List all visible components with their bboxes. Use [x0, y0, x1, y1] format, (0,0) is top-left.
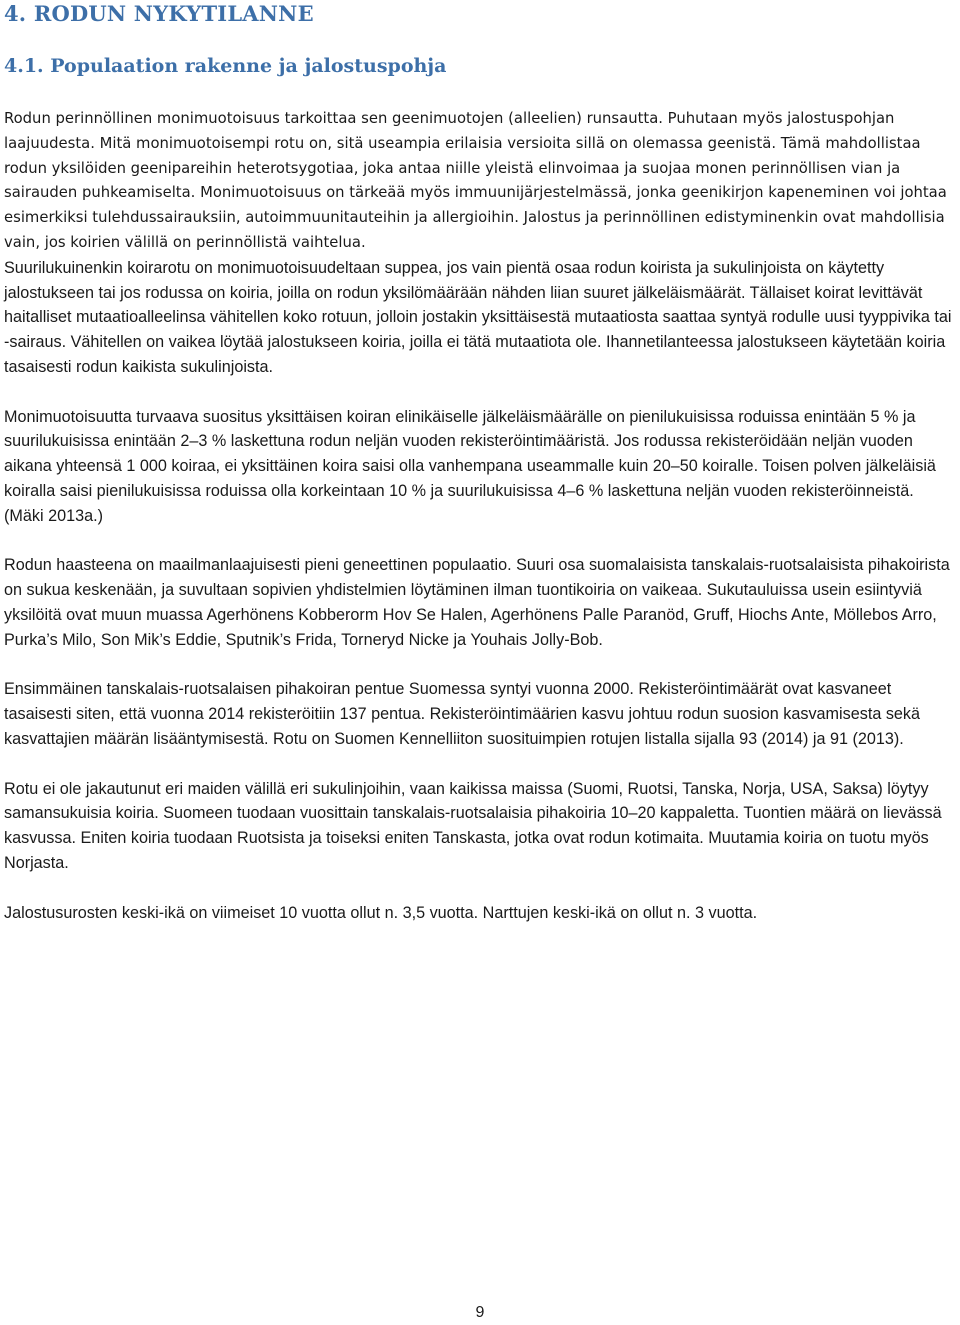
paragraph-breeding-age: Jalostusurosten keski-ikä on viimeiset 10 vuotta ollut n. 3,5 vuotta. Narttujen keski-ikä on ollut n. 3 vuotta. [4, 903, 758, 922]
paragraph-imports: Rotu ei ole jakautunut eri maiden välillä eri sukulinjoihin, vaan kaikissa maissa (Suomi, Ruotsi, Tanska, Norja, USA, Saksa) löytyy samansukuisia koiria. Suomeen tuodaan vuosittain tanskalais-ruotsalaisia pihakoiria 10–20 kappaletta. Tuontien määrä on lievässä kasvussa. Eniten koiria tuodaan Ruotsista ja toiseksi eniten Tanskasta, jotka ovat rodun kotimaita. Muutamia koiria on tuotu myös Norjasta. [4, 779, 942, 872]
section-heading: 4. RODUN NYKYTILANNE [4, 1, 314, 26]
paragraph-genetic-diversity: Rodun perinnöllinen monimuotoisuus tarkoittaa sen geenimuotojen (alleelien) runsautta. Puhutaan myös jalostuspohjan laajuudesta. Mitä monimuotoisempi rotu on, sitä useampia erilaisia versioita sillä on olemassa geenistä. Tämä mahdollistaa rodun yksilöiden geenipareihin heterotsygotiaa, joka antaa niille yleistä elinvoimaa ja suojaa monen perinnöllisen vian ja sairauden puhkeamiselta. Monimuotoisuus on tärkeää myös immuunijärjestelmässä, jonka geenikirjon kapeneminen voi johtaa esimerkiksi tulehdussairauksiin, autoimmuunitauteihin ja allergioihin. Jalostus ja perinnöllinen edistyminenkin ovat mahdollisia vain, jos koirien välillä on perinnöllistä vaihtelua. [4, 110, 947, 251]
paragraph-population-challenge: Rodun haasteena on maailmanlaajuisesti pieni geneettinen populaatio. Suuri osa suomalaisista tanskalais-ruotsalaisista pihakoirista on sukua keskenään, ja suvultaan sopivien yhdistelmien löytäminen ilman tuontikoiria on vaikeaa. Sukutauluissa usein esiintyviä yksilöitä ovat muun muassa Agerhönens Kobberorm Hov Se Halen, Agerhönens Palle Paranöd, Gruff, Hiochs Ante, Möllebos Arro, Purka’s Milo, Son Mik’s Eddie, Sputnik’s Frida, Torneryd Nicke ja Youhais Jolly-Bob. [4, 556, 950, 649]
paragraph-offspring-recommendation: Monimuotoisuutta turvaava suositus yksittäisen koiran elinikäiselle jälkeläismäärälle on pienilukuisissa roduissa enintään 5 % ja suurilukuisissa enintään 2–3 % laskettuna rodun neljän vuoden rekisteröintimääristä. Jos rodussa rekisteröidään neljän vuoden aikana yhteensä 1 000 koiraa, ei yksittäinen koira saisi olla vanhempana useammalle kuin 20–50 koiralle. Toisen polven jälkeläisiä koiralla saisi pienilukuisissa roduissa olla korkeintaan 10 % ja suurilukuisissa 4–6 % laskettuna neljän vuoden rekisteröinneistä. (Mäki 2013a.) [4, 407, 936, 525]
paragraph-registrations: Ensimmäinen tanskalais-ruotsalaisen pihakoiran pentue Suomessa syntyi vuonna 2000. Rekisteröintimäärät ovat kasvaneet tasaisesti siten, että vuonna 2014 rekisteröitiin 137 pentua. Rekisteröintimäärien kasvu johtuu rodun suosion kasvamisesta sekä kasvattajien määrän lisääntymisestä. Rotu on Suomen Kennelliiton suosituimpien rotujen listalla sijalla 93 (2014) ja 91 (2013). [4, 680, 921, 748]
page-number: 9 [475, 1304, 485, 1321]
paragraph-breeding-base: Suurilukuinenkin koirarotu on monimuotoisuudeltaan suppea, jos vain pientä osaa rodun koirista ja sukulinjoista on käytetty jalostukseen tai jos rodussa on koiria, joilla on rodun yksilömäärään nähden liian suuret jälkeläismäärät. Tällaiset koirat levittävät haitalliset mutaatioalleelinsa vähitellen koko rotuun, jolloin jostakin yksittäisestä mutaatiosta saattaa syntyä rodulle uusi tyyppivika tai -sairaus. Vähitellen on vaikea löytää jalostukseen koiria, joilla ei tätä mutaatiota ole. Ihannetilanteessa jalostukseen käytetään koiria tasaisesti rodun kaikista sukulinjoista. [4, 258, 952, 376]
body-text [4, 107, 956, 925]
subsection-heading: 4.1. Populaation rakenne ja jalostuspohja [4, 55, 447, 77]
